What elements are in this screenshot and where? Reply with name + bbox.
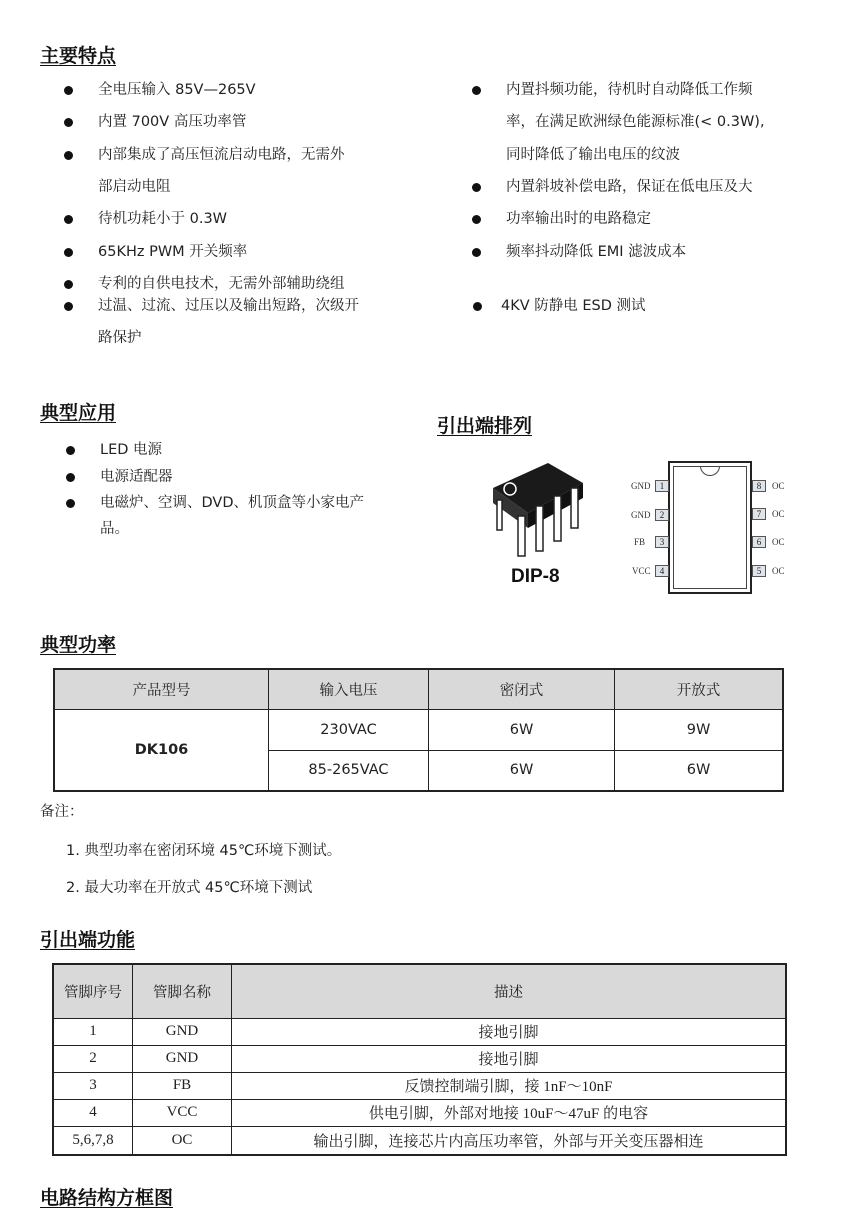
pin-name-cell: GND bbox=[133, 1045, 232, 1072]
section-title-block-diagram: 电路结构方框图 bbox=[40, 1187, 174, 1209]
pin-function-table bbox=[52, 963, 787, 1156]
voltage-cell: 230VAC bbox=[269, 709, 429, 750]
bullet-icon bbox=[66, 499, 75, 508]
closed-cell: 6W bbox=[429, 750, 615, 791]
section-title-pinout: 引出端排列 bbox=[437, 415, 533, 437]
feature-item: 全电压输入 85V—265V bbox=[98, 82, 256, 98]
feature-item: 功率输出时的电路稳定 bbox=[506, 211, 651, 227]
header-cell: 产品型号 bbox=[54, 669, 269, 709]
bullet-icon bbox=[473, 302, 482, 311]
pin-number: 2 bbox=[655, 509, 669, 521]
feature-item-cont: 部启动电阻 bbox=[98, 179, 171, 195]
header-cell: 密闭式 bbox=[429, 669, 615, 709]
bullet-icon bbox=[64, 86, 73, 95]
pin-desc-cell: 接地引脚 bbox=[232, 1018, 787, 1045]
bullet-icon bbox=[64, 118, 73, 127]
dip8-package-icon bbox=[488, 458, 588, 568]
pin-name-cell: VCC bbox=[133, 1099, 232, 1126]
pin-desc-cell: 接地引脚 bbox=[232, 1045, 787, 1072]
pin-num-cell: 5,6,7,8 bbox=[53, 1126, 133, 1155]
feature-item: 4KV 防静电 ESD 测试 bbox=[501, 298, 646, 314]
note-item: 2. 最大功率在开放式 45℃环境下测试 bbox=[66, 880, 313, 896]
feature-item: 内置抖频功能，待机时自动降低工作频 bbox=[506, 82, 753, 98]
pin-number: 3 bbox=[655, 536, 669, 548]
pin-label: OC bbox=[772, 509, 785, 519]
pin-number: 5 bbox=[752, 565, 766, 577]
bullet-icon bbox=[64, 215, 73, 224]
pin-num-cell: 4 bbox=[53, 1099, 133, 1126]
feature-item: 内置斜坡补偿电路，保证在低电压及大 bbox=[506, 179, 753, 195]
bullet-icon bbox=[64, 302, 73, 311]
feature-item: 65KHz PWM 开关频率 bbox=[98, 244, 248, 260]
pin-number: 6 bbox=[752, 536, 766, 548]
open-cell: 6W bbox=[615, 750, 784, 791]
feature-item-cont: 路保护 bbox=[98, 330, 142, 346]
notes-title: 备注： bbox=[40, 804, 84, 820]
bullet-icon bbox=[64, 248, 73, 257]
note-item: 1. 典型功率在密闭环境 45℃环境下测试。 bbox=[66, 843, 342, 859]
feature-item: 内置 700V 高压功率管 bbox=[98, 114, 247, 130]
bullet-icon bbox=[64, 151, 73, 160]
header-cell: 输入电压 bbox=[269, 669, 429, 709]
bullet-icon bbox=[66, 473, 75, 482]
header-cell: 开放式 bbox=[615, 669, 784, 709]
section-title-applications: 典型应用 bbox=[40, 402, 117, 424]
pin-desc-cell: 反馈控制端引脚，接 1nF～10nF bbox=[232, 1072, 787, 1099]
bullet-icon bbox=[472, 215, 481, 224]
section-title-power: 典型功率 bbox=[40, 634, 117, 656]
bullet-icon bbox=[472, 183, 481, 192]
application-item: LED 电源 bbox=[100, 442, 163, 458]
feature-item: 专利的自供电技术，无需外部辅助绕组 bbox=[98, 276, 345, 292]
pin-number: 8 bbox=[752, 480, 766, 492]
pin-number: 1 bbox=[655, 480, 669, 492]
closed-cell: 6W bbox=[429, 709, 615, 750]
pin-name-cell: FB bbox=[133, 1072, 232, 1099]
header-cell: 描述 bbox=[232, 964, 787, 1018]
bullet-icon bbox=[66, 446, 75, 455]
bullet-icon bbox=[472, 86, 481, 95]
model-cell: DK106 bbox=[54, 709, 269, 791]
header-cell: 管脚序号 bbox=[53, 964, 133, 1018]
feature-item-cont: 同时降低了输出电压的纹波 bbox=[506, 147, 680, 163]
pin-desc-cell: 供电引脚，外部对地接 10uF～47uF 的电容 bbox=[232, 1099, 787, 1126]
feature-item: 待机功耗小于 0.3W bbox=[98, 211, 228, 227]
pin-name-cell: GND bbox=[133, 1018, 232, 1045]
section-title-features: 主要特点 bbox=[40, 45, 117, 67]
application-item-cont: 品。 bbox=[100, 521, 129, 537]
header-cell: 管脚名称 bbox=[133, 964, 232, 1018]
power-table bbox=[53, 668, 784, 792]
pin-number: 7 bbox=[752, 508, 766, 520]
feature-item: 频率抖动降低 EMI 滤波成本 bbox=[506, 244, 687, 260]
pin-label: VCC bbox=[632, 566, 651, 576]
pin-label: OC bbox=[772, 566, 785, 576]
application-item: 电磁炉、空调、DVD、机顶盒等小家电产 bbox=[100, 495, 364, 511]
pin-num-cell: 3 bbox=[53, 1072, 133, 1099]
bullet-icon bbox=[64, 280, 73, 289]
open-cell: 9W bbox=[615, 709, 784, 750]
feature-item-cont: 率，在满足欧洲绿色能源标准(< 0.3W), bbox=[506, 114, 765, 130]
pin-label: GND bbox=[631, 481, 651, 491]
pin-num-cell: 2 bbox=[53, 1045, 133, 1072]
pin-num-cell: 1 bbox=[53, 1018, 133, 1045]
feature-item: 过温、过流、过压以及输出短路，次级开 bbox=[98, 298, 359, 314]
voltage-cell: 85-265VAC bbox=[269, 750, 429, 791]
pin-label: OC bbox=[772, 537, 785, 547]
pinout-diagram bbox=[668, 461, 752, 594]
bullet-icon bbox=[472, 248, 481, 257]
application-item: 电源适配器 bbox=[100, 469, 173, 485]
pin-name-cell: OC bbox=[133, 1126, 232, 1155]
pin-label: FB bbox=[634, 537, 646, 547]
package-label: DIP-8 bbox=[511, 566, 560, 587]
pin-label: GND bbox=[631, 510, 651, 520]
pin-number: 4 bbox=[655, 565, 669, 577]
section-title-pin-functions: 引出端功能 bbox=[40, 929, 136, 951]
pin-label: OC bbox=[772, 481, 785, 491]
feature-item: 内部集成了高压恒流启动电路，无需外 bbox=[98, 147, 345, 163]
pin-desc-cell: 输出引脚，连接芯片内高压功率管，外部与开关变压器相连 bbox=[232, 1126, 787, 1155]
